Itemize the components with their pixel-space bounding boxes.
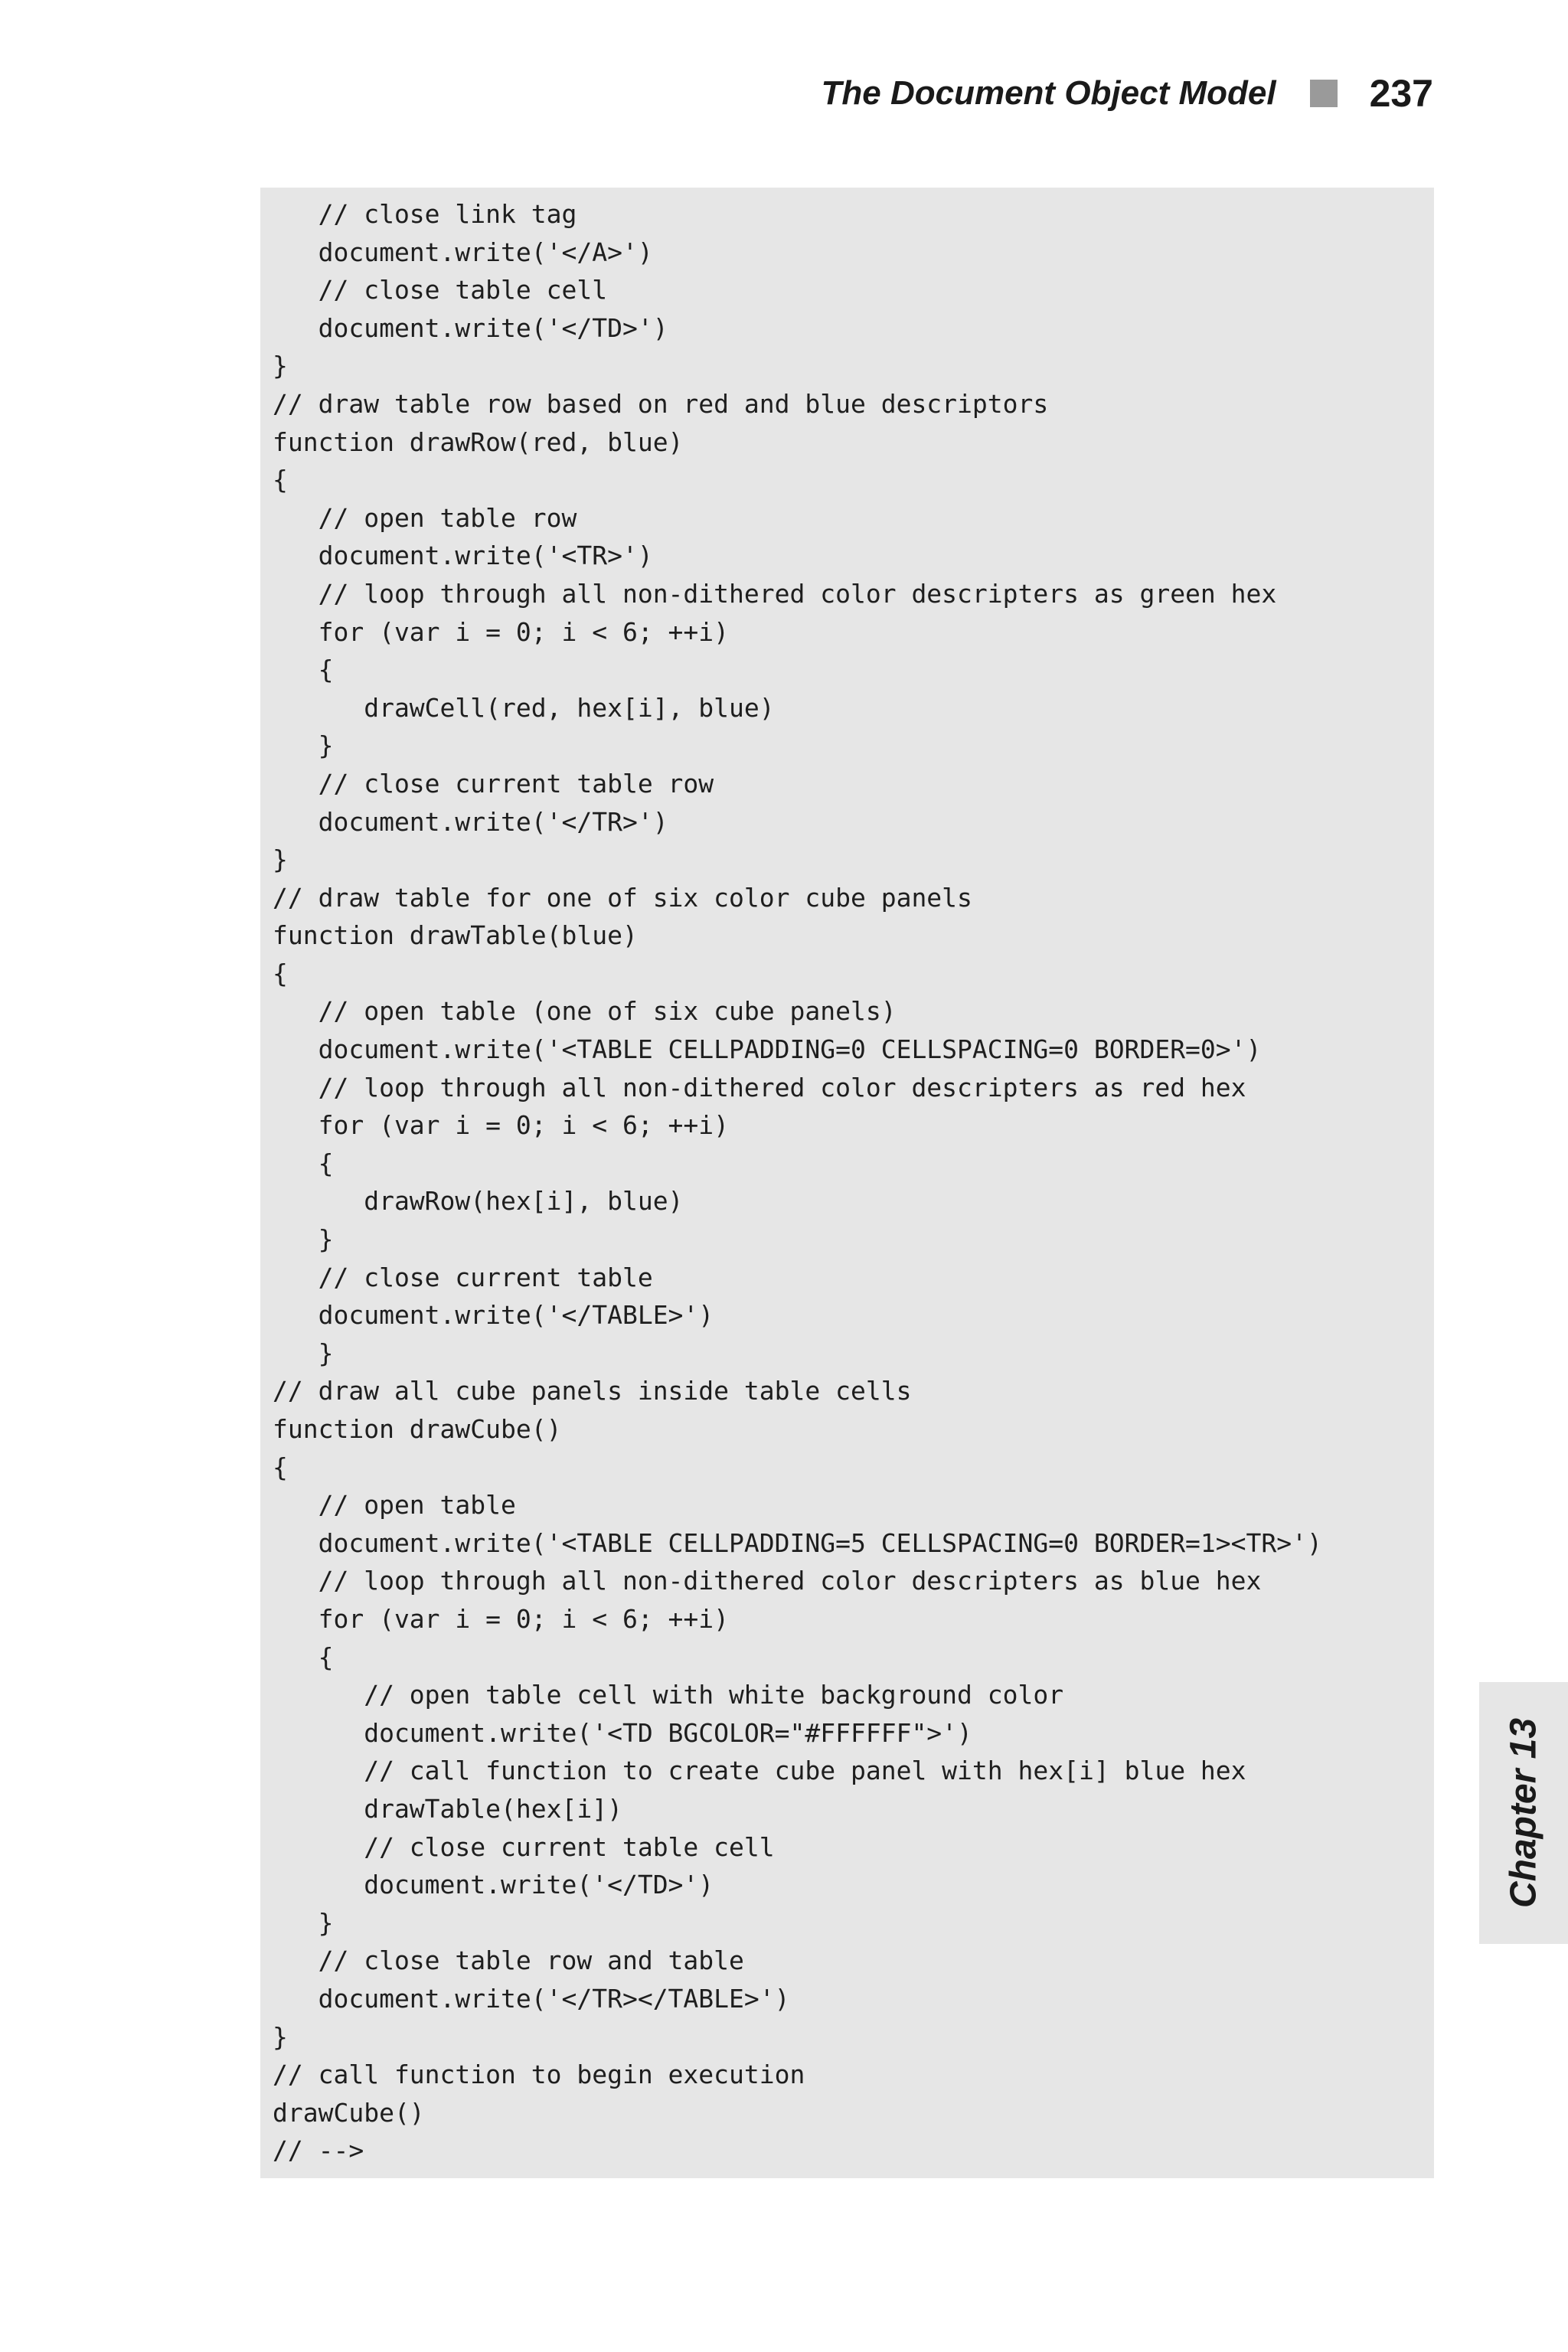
code-line: drawTable(hex[i]) [273, 1793, 622, 1824]
code-line: // loop through all non-dithered color descripters as red hex [273, 1072, 1246, 1102]
code-line: // draw table row based on red and blue descriptors [273, 388, 1049, 419]
running-title: The Document Object Model [821, 74, 1276, 112]
code-line: } [273, 730, 334, 761]
code-line: // draw all cube panels inside table cells [273, 1376, 912, 1406]
code-line: // close table cell [273, 275, 608, 305]
code-line: function drawTable(blue) [273, 920, 638, 951]
code-line: // open table (one of six cube panels) [273, 996, 897, 1027]
code-line: // close current table [273, 1262, 653, 1292]
code-line: // close table row and table [273, 1945, 744, 1976]
code-listing [260, 188, 1434, 2178]
code-line: document.write('</A>') [273, 237, 653, 267]
code-line: // close current table row [273, 768, 714, 799]
code-line: // open table [273, 1490, 516, 1521]
code-line: function drawRow(red, blue) [273, 426, 684, 457]
code-line: // open table cell with white background color [273, 1680, 1064, 1710]
code-line: // loop through all non-dithered color descripters as blue hex [273, 1566, 1262, 1596]
page-number: 237 [1369, 72, 1433, 115]
chapter-thumb-tab [1479, 1682, 1568, 1944]
code-line: // close link tag [273, 199, 577, 229]
running-head [822, 69, 1433, 118]
code-line: document.write('<TABLE CELLPADDING=5 CELLSPACING=0 BORDER=1><TR>') [273, 1527, 1322, 1558]
code-line: // call function to begin execution [273, 2060, 805, 2090]
chapter-tab-label: Chapter 13 [1503, 1717, 1544, 1909]
code-line: document.write('<TD BGCOLOR="#FFFFFF">') [273, 1717, 972, 1748]
code-line: // draw table for one of six color cube panels [273, 882, 972, 913]
code-line: // call function to create cube panel with hex[i] blue hex [273, 1756, 1246, 1786]
code-line: drawCube() [273, 2097, 425, 2128]
code-line: // loop through all non-dithered color descripters as green hex [273, 578, 1277, 609]
code-line: document.write('</TD>') [273, 312, 668, 343]
code-line: document.write('</TD>') [273, 1870, 714, 1900]
code-line: document.write('</TR>') [273, 806, 668, 837]
code-line: } [273, 2021, 288, 2052]
code-line: } [273, 351, 288, 381]
code-line: // open table row [273, 502, 577, 533]
code-line: } [273, 844, 288, 875]
code-line: document.write('</TR></TABLE>') [273, 1983, 790, 2014]
code-line: drawRow(hex[i], blue) [273, 1186, 684, 1217]
code-line: // --> [273, 2135, 364, 2166]
code-line: for (var i = 0; i < 6; ++i) [273, 1603, 730, 1634]
code-line: } [273, 1224, 334, 1255]
code-line: for (var i = 0; i < 6; ++i) [273, 616, 730, 647]
header-square-marker [1310, 80, 1338, 107]
code-line: } [273, 1907, 334, 1938]
code-line: { [273, 958, 288, 988]
code-line: } [273, 1338, 334, 1368]
code-line: document.write('<TABLE CELLPADDING=0 CELLSPACING=0 BORDER=0>') [273, 1034, 1262, 1065]
code-line: { [273, 1452, 288, 1482]
code-line: { [273, 1148, 334, 1178]
code-line: drawCell(red, hex[i], blue) [273, 692, 775, 723]
code-line: function drawCube() [273, 1414, 562, 1444]
code-line: // close current table cell [273, 1831, 775, 1862]
code-line: { [273, 1642, 334, 1672]
code-line: { [273, 465, 288, 495]
code-line: { [273, 655, 334, 685]
code-line: for (var i = 0; i < 6; ++i) [273, 1110, 730, 1141]
code-line: document.write('</TABLE>') [273, 1300, 714, 1331]
code-line: document.write('<TR>') [273, 541, 653, 571]
